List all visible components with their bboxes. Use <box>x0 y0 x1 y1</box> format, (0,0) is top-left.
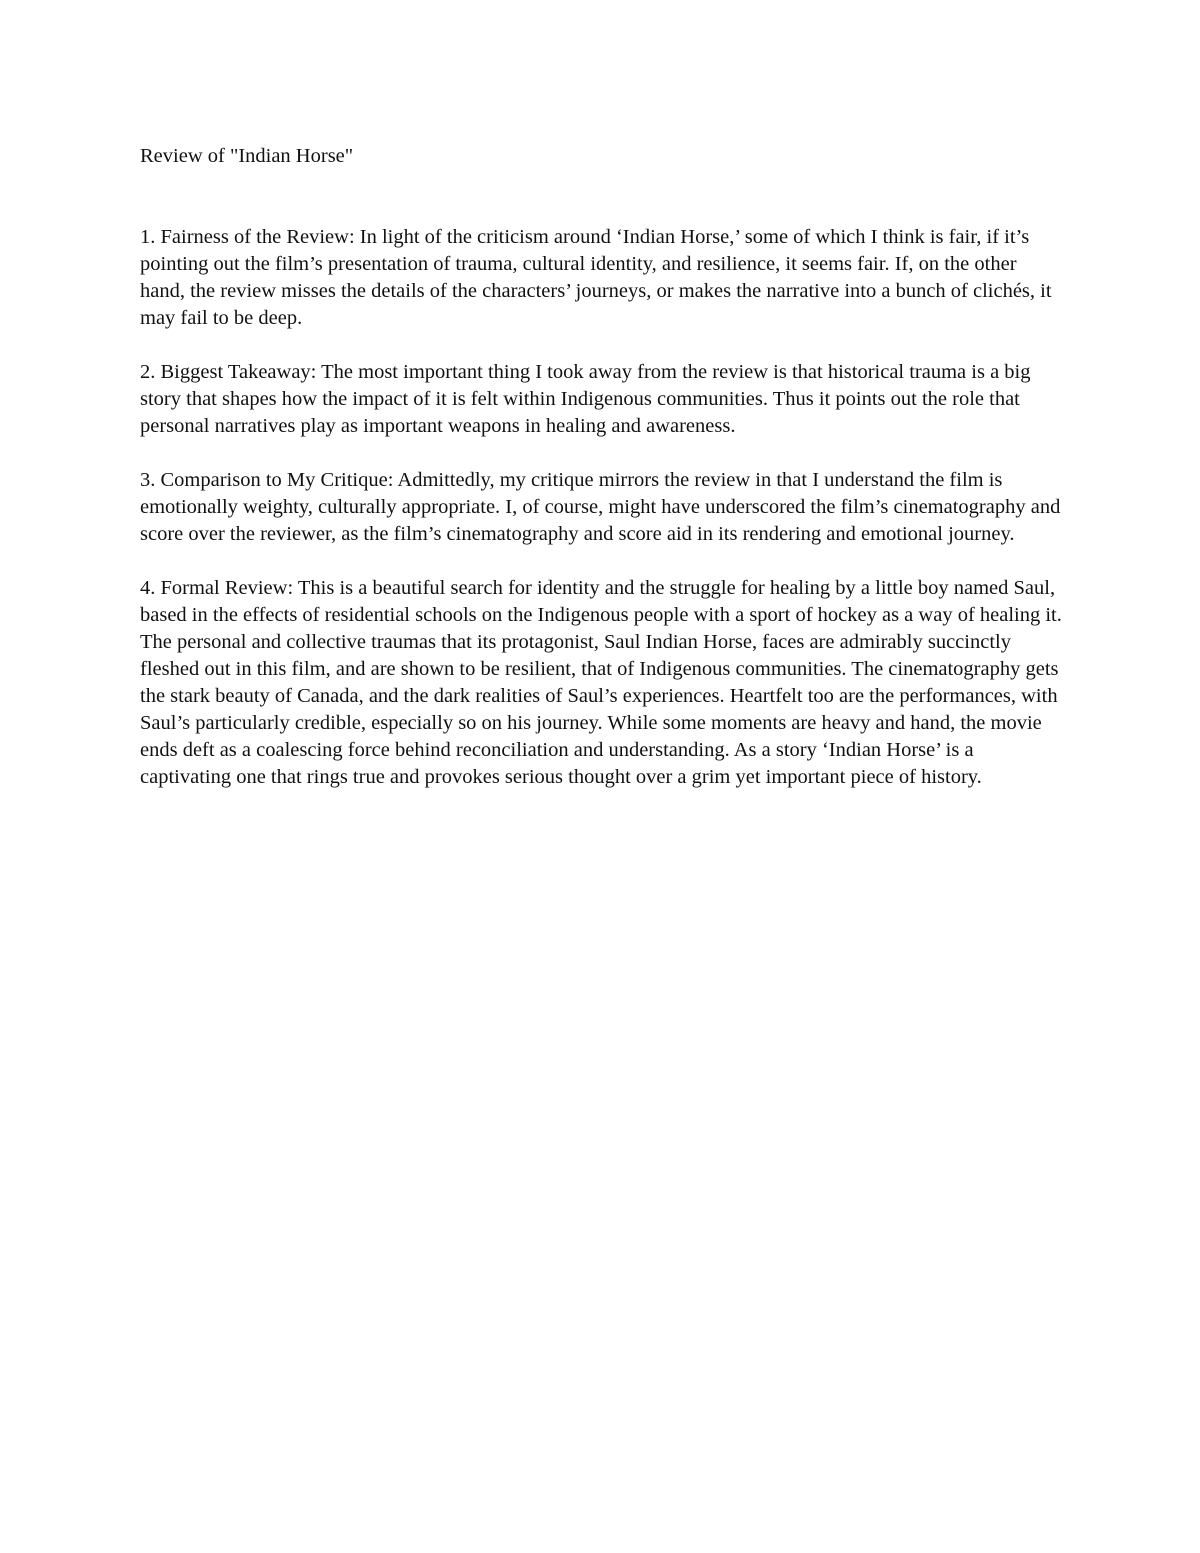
paragraph-takeaway: 2. Biggest Takeaway: The most important thing I took away from the review is that historical trauma is a big story that shapes how the impact of it is felt within Indigenous communities. Thus it points out the role that personal narratives play as important weapons in healing and awareness. <box>140 361 1031 437</box>
document-body <box>140 143 1065 818</box>
document-title: Review of "Indian Horse" <box>140 145 354 167</box>
paragraph-comparison: 3. Comparison to My Critique: Admittedly, my critique mirrors the review in that I understand the film is emotionally weighty, culturally appropriate. I, of course, might have underscored the film’s cinematography and score over the reviewer, as the film’s cinematography and score aid in its rendering and emotional journey. <box>140 469 1061 545</box>
paragraph-formal-review: 4. Formal Review: This is a beautiful search for identity and the struggle for healing by a little boy named Saul, based in the effects of residential schools on the Indigenous people with a sport of hockey as a way of healing it. The personal and collective traumas that its protagonist, Saul Indian Horse, faces are admirably succinctly fleshed out in this film, and are shown to be resilient, that of Indigenous communities. The cinematography gets the stark beauty of Canada, and the dark realities of Saul’s experiences. Heartfelt too are the performances, with Saul’s particularly credible, especially so on his journey. While some moments are heavy and hand, the movie ends deft as a coalescing force behind reconciliation and understanding. As a story ‘Indian Horse’ is a captivating one that rings true and provokes serious thought over a grim yet important piece of history. <box>140 577 1062 788</box>
paragraph-fairness: 1. Fairness of the Review: In light of the criticism around ‘Indian Horse,’ some of which I think is fair, if it’s pointing out the film’s presentation of trauma, cultural identity, and resilience, it seems fair. If, on the other hand, the review misses the details of the characters’ journeys, or makes the narrative into a bunch of clichés, it may fail to be deep. <box>140 226 1052 329</box>
